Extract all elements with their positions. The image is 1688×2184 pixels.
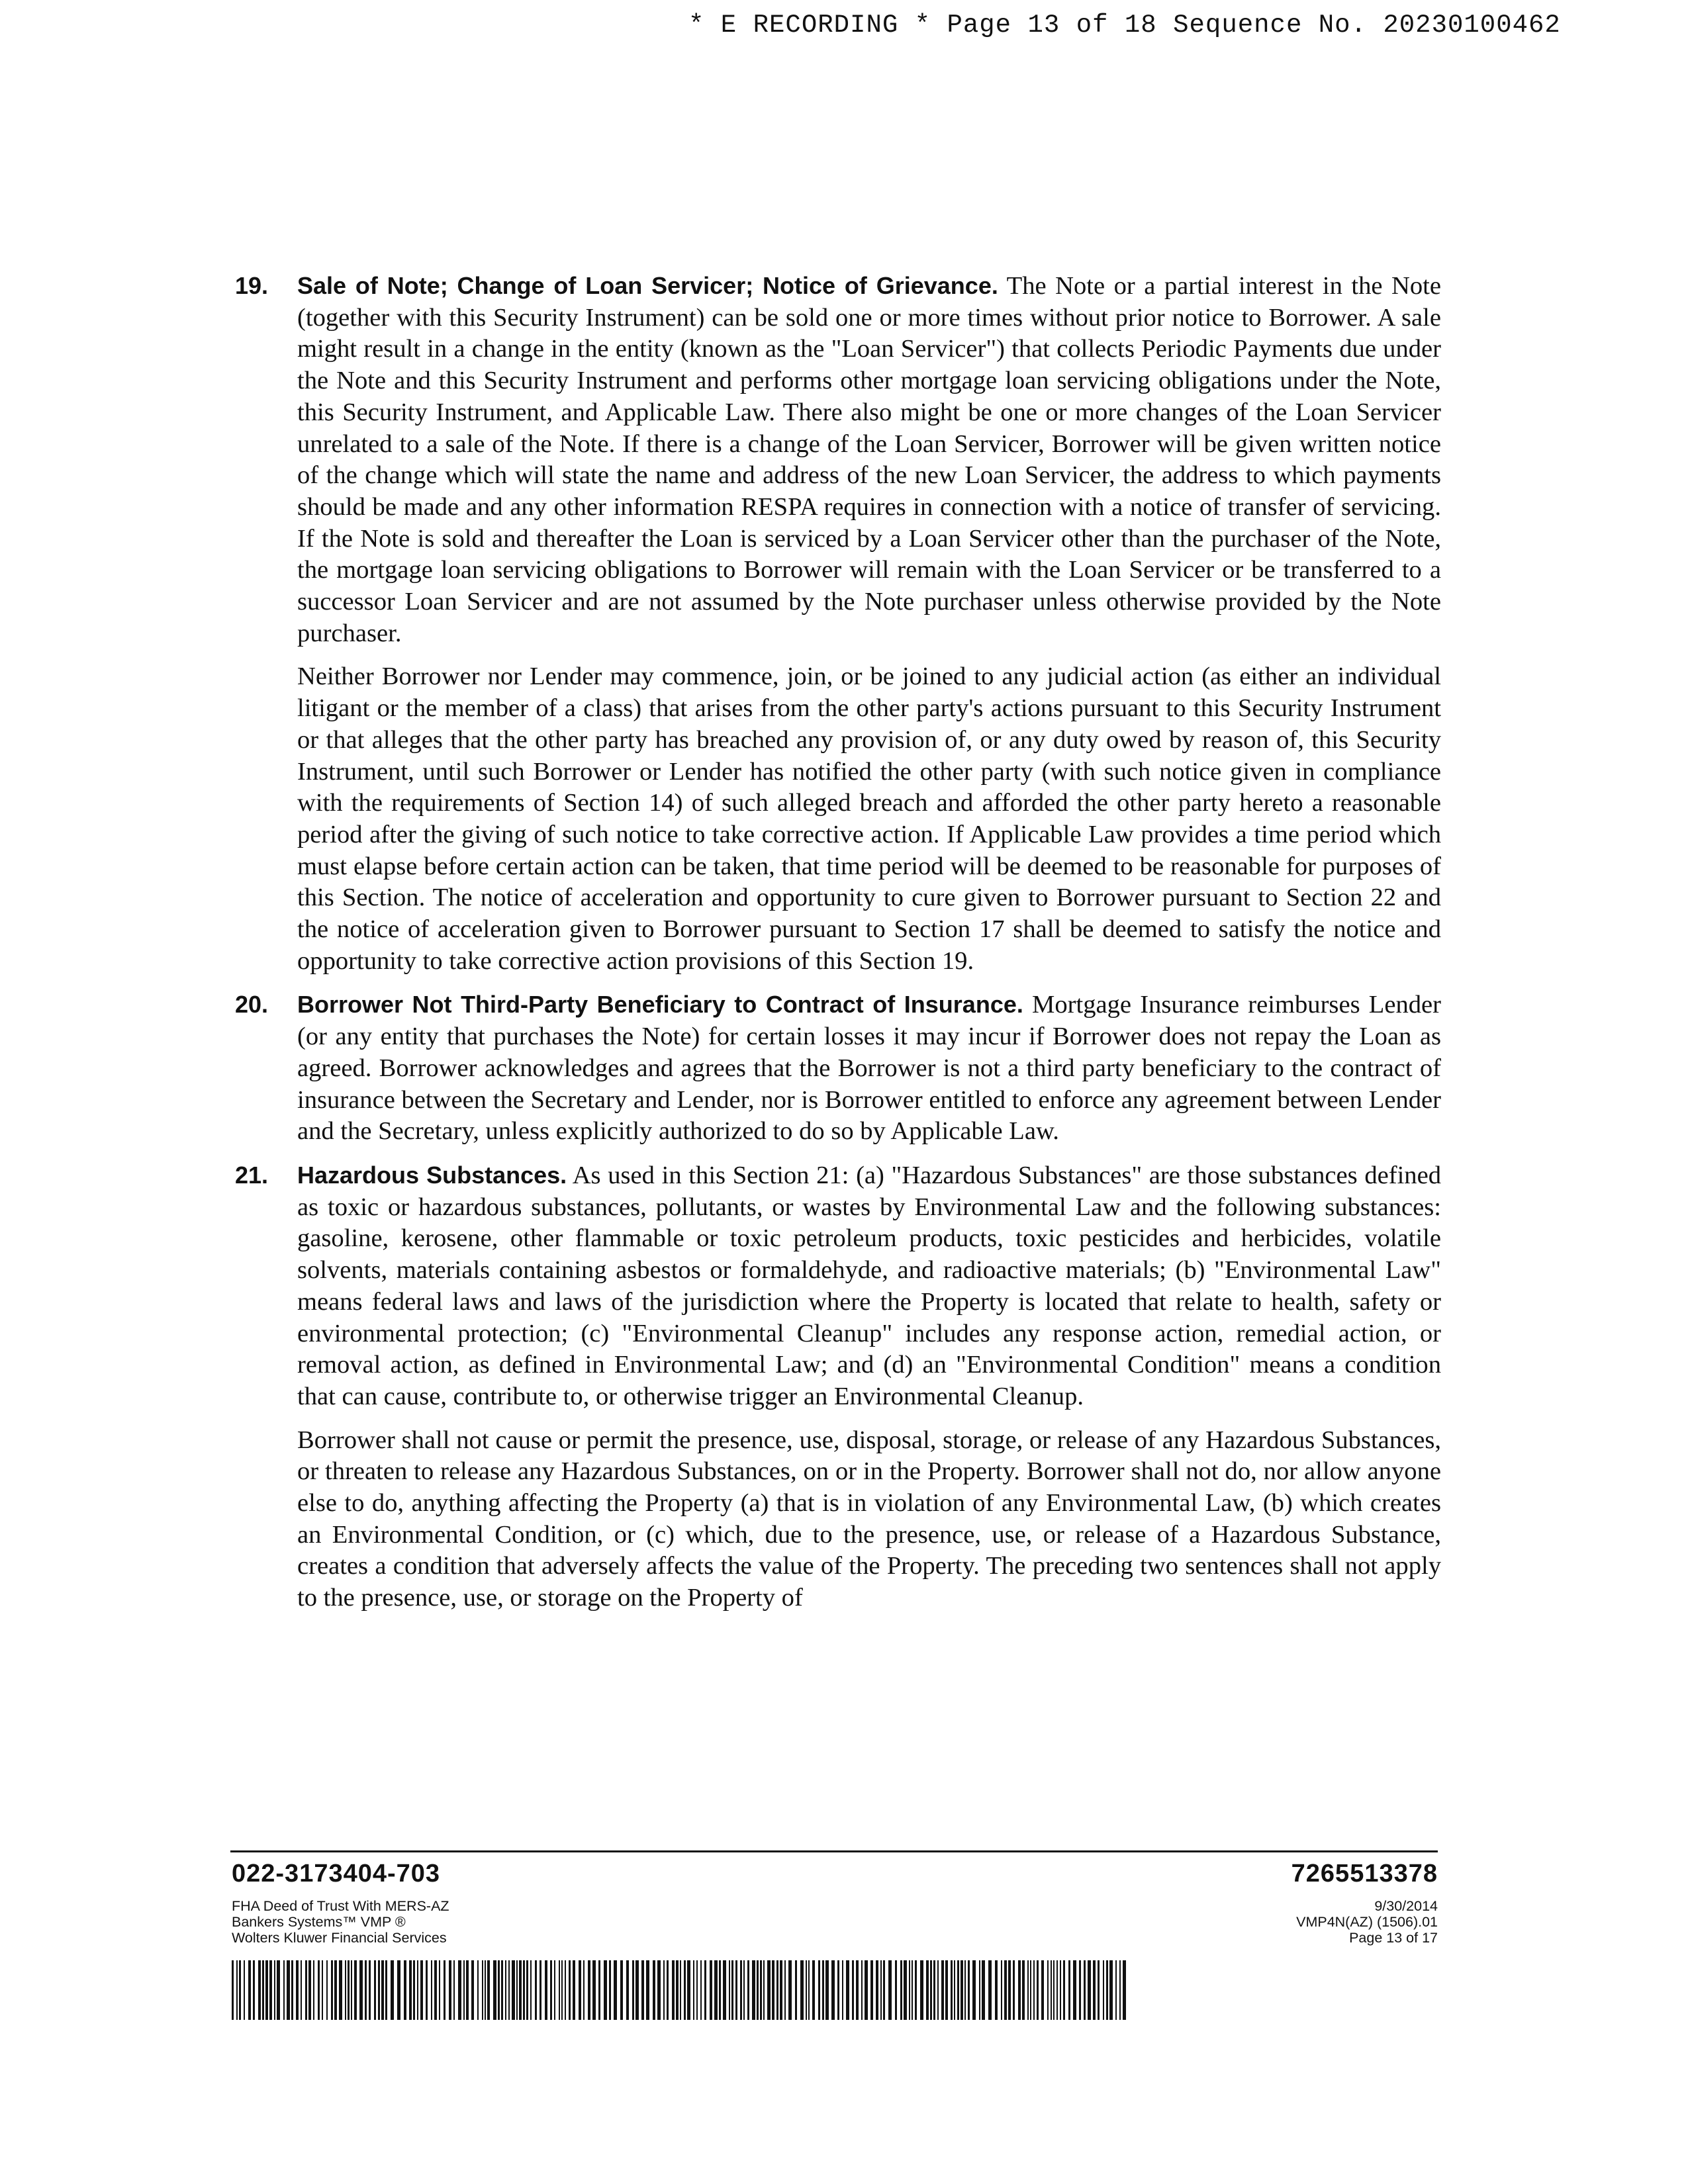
- barcode-bar: [244, 1960, 245, 2020]
- barcode-bar: [900, 1960, 902, 2020]
- barcode-bar: [752, 1960, 755, 2020]
- barcode-bar: [870, 1960, 873, 2020]
- barcode-bar: [296, 1960, 299, 2020]
- barcode-bar: [339, 1960, 342, 2020]
- barcode-bar: [535, 1960, 537, 2020]
- section-title: Borrower Not Third-Party Beneficiary to Contract of Insurance.: [297, 991, 1023, 1019]
- barcode-bar: [592, 1960, 596, 2020]
- barcode-bar: [277, 1960, 280, 2020]
- barcode-bar: [274, 1960, 275, 2020]
- form-page: Page 13 of 17: [1349, 1930, 1438, 1946]
- barcode-bar: [530, 1960, 532, 2020]
- barcode-bar: [842, 1960, 843, 2020]
- barcode-bar: [1047, 1960, 1049, 2020]
- barcode-bar: [964, 1960, 966, 2020]
- barcode-bar: [308, 1960, 311, 2020]
- barcode-bar: [485, 1960, 486, 2020]
- barcode-bar: [501, 1960, 503, 2020]
- barcode-image: [232, 1960, 1127, 2020]
- barcode-bar: [926, 1960, 929, 2020]
- barcode-bar: [512, 1960, 515, 2020]
- barcode-bar: [493, 1960, 496, 2020]
- barcode-bar: [248, 1960, 251, 2020]
- barcode-bar: [565, 1960, 566, 2020]
- barcode-bar: [982, 1960, 985, 2020]
- barcode-bar: [326, 1960, 328, 2020]
- barcode-bar: [635, 1960, 639, 2020]
- barcode-bar: [236, 1960, 238, 2020]
- barcode-bar: [641, 1960, 644, 2020]
- barcode-bar: [772, 1960, 774, 2020]
- form-date: 9/30/2014: [1374, 1898, 1438, 1914]
- barcode-bar: [1084, 1960, 1086, 2020]
- barcode-bar: [516, 1960, 518, 2020]
- barcode-bar: [331, 1960, 333, 2020]
- barcode-bar: [381, 1960, 384, 2020]
- barcode-bar: [865, 1960, 868, 2020]
- barcode-bar: [714, 1960, 718, 2020]
- barcode-bar: [391, 1960, 394, 2020]
- barcode-bar: [561, 1960, 563, 2020]
- barcode-bar: [1013, 1960, 1015, 2020]
- barcode-bar: [1098, 1960, 1100, 2020]
- barcode-bar: [1093, 1960, 1096, 2020]
- barcode-bar: [837, 1960, 839, 2020]
- loan-number: 7265513378: [1291, 1860, 1438, 1888]
- barcode-bar: [318, 1960, 320, 2020]
- barcode-bar: [482, 1960, 483, 2020]
- barcode-bar: [883, 1960, 885, 2020]
- barcode-bar: [1073, 1960, 1076, 2020]
- barcode-bar: [573, 1960, 575, 2020]
- barcode-bar: [684, 1960, 686, 2020]
- barcode-bar: [933, 1960, 935, 2020]
- barcode-bar: [449, 1960, 451, 2020]
- section-paragraph: [297, 1160, 1441, 1413]
- barcode-bar: [1106, 1960, 1108, 2020]
- barcode-bar: [700, 1960, 702, 2020]
- form-meta: [1296, 1898, 1438, 1946]
- barcode-bar: [614, 1960, 617, 2020]
- barcode-bar: [413, 1960, 415, 2020]
- barcode-bar: [1056, 1960, 1058, 2020]
- barcode-bar: [404, 1960, 406, 2020]
- barcode-bar: [523, 1960, 525, 2020]
- barcode-bar: [579, 1960, 581, 2020]
- barcode-bar: [743, 1960, 745, 2020]
- barcode-bar: [365, 1960, 367, 2020]
- barcode-bar: [800, 1960, 804, 2020]
- barcode-bar: [895, 1960, 897, 2020]
- section-title: Sale of Note; Change of Loan Servicer; Notice of Grievance.: [297, 272, 998, 299]
- barcode-bar: [663, 1960, 665, 2020]
- barcode-bar: [1068, 1960, 1070, 2020]
- barcode-bar: [262, 1960, 264, 2020]
- section-number: 19.: [235, 272, 269, 299]
- barcode-bar: [463, 1960, 465, 2020]
- barcode-bar: [968, 1960, 970, 2020]
- barcode-bar: [1018, 1960, 1021, 2020]
- recording-header: * E RECORDING * Page 13 of 18 Sequence No. 20230100462: [688, 11, 1561, 40]
- barcode-bar: [477, 1960, 479, 2020]
- section-number: 20.: [235, 991, 269, 1019]
- barcode-bar: [569, 1960, 571, 2020]
- barcode-bar: [539, 1960, 541, 2020]
- barcode-bar: [740, 1960, 742, 2020]
- barcode-bar: [954, 1960, 955, 2020]
- barcode-bar: [426, 1960, 428, 2020]
- barcode-bar: [232, 1960, 234, 2020]
- section-text: The Note or a partial interest in the Note (together with this Security Instrument) can be sold one or more times without prior notice to Borrower. A sale might result in a change in the entity (known as the "Loan Servicer") that collects Periodic Payments due under the Note and this Security Instrument and performs other mortgage loan servicing obligations under the Note, this Security Instrument, and Applicable Law. There also might be one or more changes of the Loan Servicer unrelated to a sale of the Note. If there is a change of the Loan Servicer, Borrower will be given written notice of the change which will state the name and address of the new Loan Servicer, the address to which payments should be made and any other information RESPA requires in connection with a notice of transfer of servicing. If the Note is sold and thereafter the Loan is serviced by a Loan Servicer other than the purchaser of the Note, the mortgage loan servicing obligations to Borrower will remain with the Loan Servicer or be transferred to a successor Loan Servicer and are not assumed by the Note purchaser unless otherwise provided by the Note purchaser.: [297, 272, 1441, 647]
- barcode-bar: [846, 1960, 849, 2020]
- barcode-bar: [1079, 1960, 1081, 2020]
- barcode-bar: [979, 1960, 980, 2020]
- form-vendor: Bankers Systems™ VMP ®: [232, 1914, 406, 1930]
- barcode-bar: [852, 1960, 854, 2020]
- barcode-bar: [385, 1960, 387, 2020]
- barcode-bar: [253, 1960, 255, 2020]
- barcode-bar: [880, 1960, 882, 2020]
- barcode-bar: [1027, 1960, 1029, 2020]
- barcode-bar: [239, 1960, 241, 2020]
- barcode-bar: [757, 1960, 759, 2020]
- barcode-bar: [731, 1960, 733, 2020]
- document-body: [235, 270, 1441, 1626]
- barcode-bar: [972, 1960, 976, 2020]
- barcode-bar: [957, 1960, 959, 2020]
- barcode-bar: [723, 1960, 726, 2020]
- barcode-bar: [1001, 1960, 1002, 2020]
- barcode-bar: [550, 1960, 552, 2020]
- form-code: VMP4N(AZ) (1506).01: [1296, 1914, 1438, 1930]
- barcode-bar: [345, 1960, 346, 2020]
- barcode-bar: [680, 1960, 681, 2020]
- barcode-bar: [1037, 1960, 1039, 2020]
- barcode-bar: [760, 1960, 762, 2020]
- barcode-bar: [620, 1960, 623, 2020]
- section-paragraph: [297, 989, 1441, 1148]
- barcode-bar: [283, 1960, 285, 2020]
- form-name: FHA Deed of Trust With MERS-AZ: [232, 1898, 449, 1914]
- barcode-bar: [1053, 1960, 1055, 2020]
- barcode-bar: [831, 1960, 835, 2020]
- barcode-bar: [812, 1960, 815, 2020]
- barcode-bar: [604, 1960, 607, 2020]
- barcode-bar: [526, 1960, 528, 2020]
- barcode-bar: [710, 1960, 712, 2020]
- barcode-bar: [676, 1960, 679, 2020]
- barcode-bar: [583, 1960, 585, 2020]
- barcode-bar: [287, 1960, 290, 2020]
- barcode-bar: [354, 1960, 357, 2020]
- barcode-bar: [1060, 1960, 1061, 2020]
- barcode-bar: [951, 1960, 953, 2020]
- barcode-bar: [861, 1960, 863, 2020]
- barcode-bar: [672, 1960, 675, 2020]
- barcode-bar: [1008, 1960, 1011, 2020]
- barcode-bar: [265, 1960, 268, 2020]
- section-text: As used in this Section 21: (a) "Hazardous Substances" are those substances defined as toxic or hazardous substances, pollutants, or wastes by Environmental Law and the following substances: gasoline, kerosene, other flammable or toxic petroleum products, toxic pesticides and herbicides, volatile solvents, materials containing asbestos or formaldehyde, and radioactive materials; (b) "Environmental Law" means federal laws and laws of the jurisdiction where the Property is located that relate to health, safety or environmental protection; (c) "Environmental Cleanup" includes any response action, remedial action, or removal action, as defined in Environmental Law; and (d) an "Environmental Condition" means a condition that can cause, contribute to, or otherwise trigger an Environmental Cleanup.: [297, 1161, 1441, 1410]
- barcode-bar: [431, 1960, 432, 2020]
- barcode-bar: [930, 1960, 932, 2020]
- barcode-bar: [937, 1960, 939, 2020]
- barcode-bar: [912, 1960, 913, 2020]
- barcode-bar: [313, 1960, 314, 2020]
- barcode-bar: [657, 1960, 661, 2020]
- barcode-bar: [1119, 1960, 1121, 2020]
- barcode-bar: [920, 1960, 923, 2020]
- barcode-bar: [434, 1960, 437, 2020]
- barcode-bar: [988, 1960, 992, 2020]
- barcode-bar: [856, 1960, 859, 2020]
- barcode-bar: [1063, 1960, 1065, 2020]
- barcode-bar: [444, 1960, 445, 2020]
- barcode-bar: [397, 1960, 400, 2020]
- barcode-bar: [359, 1960, 363, 2020]
- barcode-bar: [305, 1960, 307, 2020]
- barcode-bar: [704, 1960, 706, 2020]
- barcode-bar: [545, 1960, 547, 2020]
- barcode-bar: [632, 1960, 634, 2020]
- section-20: [235, 989, 1441, 1148]
- barcode-bar: [258, 1960, 261, 2020]
- barcode-bar: [795, 1960, 797, 2020]
- barcode-bar: [453, 1960, 455, 2020]
- barcode-bar: [369, 1960, 371, 2020]
- barcode-bar: [301, 1960, 302, 2020]
- footer-divider: [230, 1850, 1438, 1852]
- barcode-bar: [378, 1960, 380, 2020]
- barcode-bar: [291, 1960, 293, 2020]
- barcode-bar: [458, 1960, 461, 2020]
- barcode-bar: [466, 1960, 469, 2020]
- section-title: Hazardous Substances.: [297, 1161, 567, 1189]
- section-21: [235, 1160, 1441, 1614]
- barcode-bar: [1051, 1960, 1052, 2020]
- barcode-bar: [487, 1960, 490, 2020]
- barcode-bar: [417, 1960, 418, 2020]
- barcode-bar: [825, 1960, 829, 2020]
- barcode-bar: [653, 1960, 655, 2020]
- barcode-bar: [269, 1960, 272, 2020]
- barcode-bar: [687, 1960, 690, 2020]
- barcode-bar: [808, 1960, 810, 2020]
- barcode-bar: [780, 1960, 782, 2020]
- barcode-bar: [1103, 1960, 1104, 2020]
- section-number: 21.: [235, 1161, 269, 1189]
- barcode-bar: [646, 1960, 649, 2020]
- barcode-bar: [519, 1960, 522, 2020]
- barcode-bar: [420, 1960, 423, 2020]
- barcode-bar: [505, 1960, 506, 2020]
- barcode-bar: [735, 1960, 737, 2020]
- barcode-bar: [693, 1960, 694, 2020]
- section-paragraph: [297, 270, 1441, 649]
- barcode-bar: [598, 1960, 600, 2020]
- barcode-bar: [1022, 1960, 1025, 2020]
- barcode-bar: [559, 1960, 560, 2020]
- barcode-bar: [719, 1960, 721, 2020]
- form-company: Wolters Kluwer Financial Services: [232, 1930, 447, 1946]
- barcode-bar: [818, 1960, 820, 2020]
- barcode-bar: [322, 1960, 323, 2020]
- barcode-bar: [334, 1960, 337, 2020]
- barcode-bar: [1004, 1960, 1007, 2020]
- barcode-bar: [995, 1960, 998, 2020]
- barcode-bar: [348, 1960, 350, 2020]
- barcode-bar: [961, 1960, 963, 2020]
- barcode-bar: [667, 1960, 669, 2020]
- barcode-bar: [941, 1960, 944, 2020]
- barcode-bar: [822, 1960, 824, 2020]
- barcode-bar: [1041, 1960, 1044, 2020]
- barcode-bar: [788, 1960, 792, 2020]
- barcode-bar: [1088, 1960, 1091, 2020]
- section-paragraph-2: Neither Borrower nor Lender may commence, join, or be joined to any judicial action (as either an individual litigant or the member of a class) that arises from the other party's actions pursuant to this Security Instrument or that alleges that the other party has breached any provision of, or any duty owed by reason of, this Security Instrument, until such Borrower or Lender has notified the other party (with such notice given in compliance with the requirements of Section 14) of such alleged breach and afforded the other party hereto a reasonable period after the giving of such notice to take corrective action. If Applicable Law provides a time period which must elapse before certain action can be taken, that time period will be deemed to be reasonable for purposes of this Section. The notice of acceleration and opportunity to cure given to Borrower pursuant to Section 22 and the notice of acceleration given to Borrower pursuant to Section 17 shall be deemed to satisfy the notice and opportunity to take corrective action provisions of this Section 19.: [297, 662, 1441, 975]
- form-info: [232, 1898, 449, 1946]
- barcode-bar: [609, 1960, 611, 2020]
- barcode-bar: [806, 1960, 807, 2020]
- section-19: [235, 270, 1441, 977]
- barcode-bar: [696, 1960, 698, 2020]
- barcode-bar: [904, 1960, 907, 2020]
- barcode-bar: [909, 1960, 910, 2020]
- barcode-bar: [626, 1960, 629, 2020]
- barcode-bar: [876, 1960, 878, 2020]
- barcode-bar: [508, 1960, 510, 2020]
- barcode-bar: [729, 1960, 730, 2020]
- barcode-bar: [888, 1960, 892, 2020]
- barcode-bar: [554, 1960, 555, 2020]
- barcode-bar: [1033, 1960, 1035, 2020]
- barcode-bar: [409, 1960, 412, 2020]
- loan-id: 022-3173404-703: [232, 1860, 441, 1888]
- barcode-bar: [1123, 1960, 1126, 2020]
- barcode-bar: [588, 1960, 590, 2020]
- barcode-bar: [776, 1960, 778, 2020]
- section-text: Mortgage Insurance reimburses Lender (or any entity that purchases the Note) for certain losses it may incur if Borrower does not repay the Loan as agreed. Borrower acknowledges and agrees that the Borrower is not a third party beneficiary to the contract of insurance between the Secretary and Lender, nor is Borrower entitled to enforce any agreement between Lender and the Secretary, unless explicitly authorized to do so by Applicable Law.: [297, 991, 1441, 1146]
- section-paragraph-2: Borrower shall not cause or permit the presence, use, disposal, storage, or release of any Hazardous Substances, or threaten to release any Hazardous Substances, on or in the Property. Borrower shall not do, nor allow anyone else to do, anything affecting the Property (a) that is in violation of any Environmental Law, (b) which creates an Environmental Condition, or (c) which, due to the presence, use, or release of a Hazardous Substance, creates a condition that adversely affects the value of the Property. The preceding two sentences shall not apply to the presence, use, or storage on the Property of: [297, 1426, 1441, 1612]
- barcode-bar: [784, 1960, 786, 2020]
- barcode-bar: [439, 1960, 440, 2020]
- barcode-bar: [945, 1960, 948, 2020]
- barcode-bar: [747, 1960, 749, 2020]
- barcode-bar: [374, 1960, 376, 2020]
- barcode-bar: [471, 1960, 474, 2020]
- barcode-bar: [1030, 1960, 1031, 2020]
- barcode-bar: [763, 1960, 765, 2020]
- barcode-bar: [351, 1960, 352, 2020]
- barcode-bar: [767, 1960, 771, 2020]
- barcode-bar: [915, 1960, 917, 2020]
- barcode-bar: [498, 1960, 500, 2020]
- barcode-bar: [1115, 1960, 1117, 2020]
- barcode-bar: [1109, 1960, 1113, 2020]
